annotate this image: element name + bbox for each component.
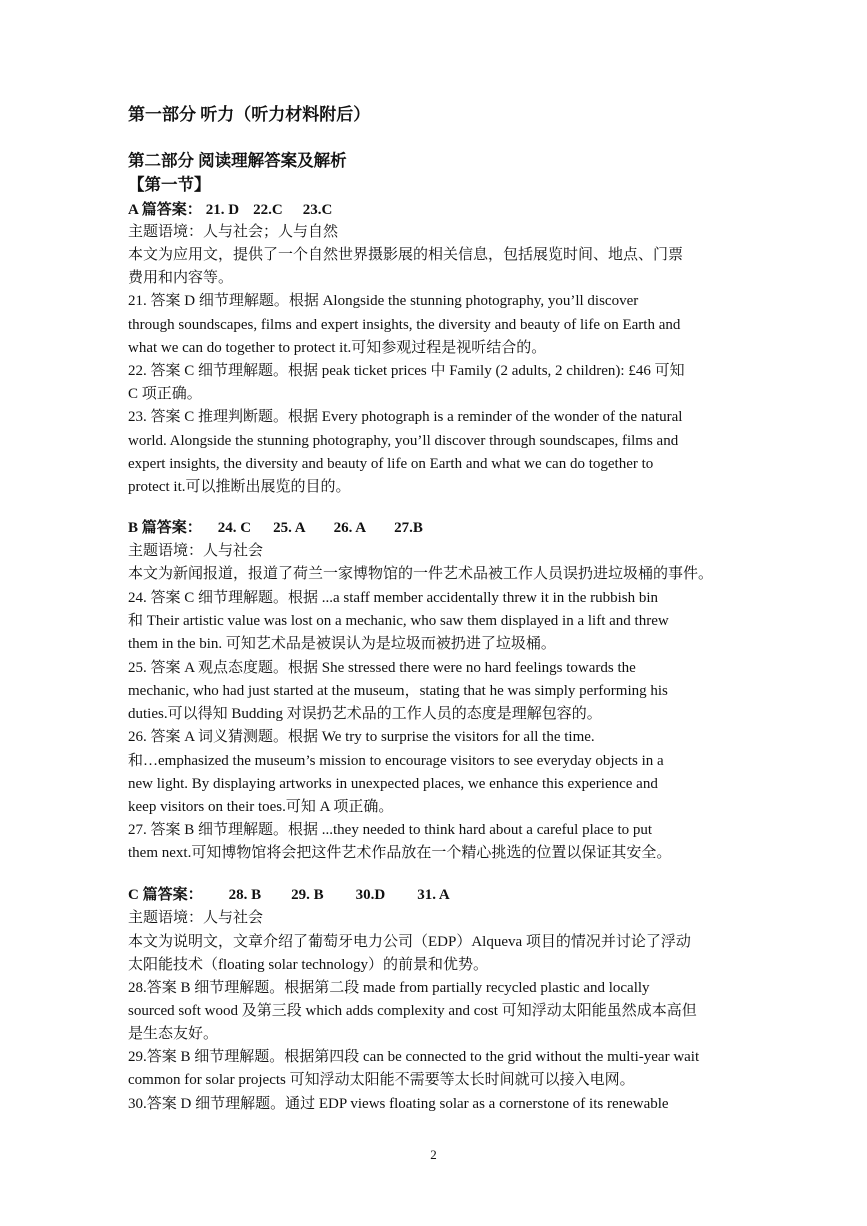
c-answer-28: 28. B <box>228 887 262 903</box>
c-answer-line <box>128 885 450 905</box>
b-line-10: new light. By displaying artworks in unexpected places, we enhance this experience and <box>128 776 658 792</box>
b-line-11: keep visitors on their toes.可知 A 项正确。 <box>128 799 394 815</box>
c-answer-31: 31. A <box>417 887 450 903</box>
a-theme: 主题语境：人与社会；人与自然 <box>128 224 339 240</box>
b-theme: 主题语境：人与社会 <box>128 543 264 559</box>
b-answer-line <box>128 518 423 538</box>
a-line-5: what we can do together to protect it.可知参观过程是视听结合的。 <box>128 340 547 356</box>
b-line-4: them in the bin. 可知艺术品是被误认为是垃圾而被扔进了垃圾桶。 <box>128 636 556 652</box>
b-line-8: 26. 答案 A 词义猜测题。根据 We try to surprise the visitors for all the time. <box>128 729 595 745</box>
c-line-7: common for solar projects 可知浮动太阳能不需要等太长时间就可以接入电网。 <box>128 1072 635 1088</box>
c-line-4: sourced soft wood 及第三段 which adds complexity and cost 可知浮动太阳能虽然成本高但 <box>128 1003 697 1019</box>
c-line-2: 太阳能技术（floating solar technology）的前景和优势。 <box>128 957 488 973</box>
a-line-2: 费用和内容等。 <box>128 270 234 286</box>
c-answer-30: 30.D <box>355 887 386 903</box>
a-line-6: 22. 答案 C 细节理解题。根据 peak ticket prices 中 Family (2 adults, 2 children): £46 可知 <box>128 363 685 379</box>
a-line-9: world. Alongside the stunning photography, you’ll discover through soundscapes, films and <box>128 433 679 449</box>
b-line-13: them next.可知博物馆将会把这件艺术作品放在一个精心挑选的位置以保证其安全。 <box>128 845 672 861</box>
b-answer-25: 25. A <box>273 520 306 536</box>
c-theme: 主题语境：人与社会 <box>128 910 264 926</box>
page-number: 2 <box>430 1147 437 1162</box>
part1-heading: 第一部分 听力（听力材料附后） <box>128 105 371 124</box>
b-answer-24: 24. C <box>217 520 252 536</box>
b-answer-label: B 篇答案： <box>128 520 202 536</box>
a-line-10: expert insights, the diversity and beauty of life on Earth and what we can do together to <box>128 456 654 472</box>
part2-heading: 第二部分 阅读理解答案及解析 <box>128 151 347 170</box>
b-line-6: mechanic, who had just started at the museum，stating that he was simply performing his <box>128 683 668 699</box>
c-answer-label: C 篇答案： <box>128 887 203 903</box>
a-line-3: 21. 答案 D 细节理解题。根据 Alongside the stunning photography, you’ll discover <box>128 293 639 309</box>
a-line-8: 23. 答案 C 推理判断题。根据 Every photograph is a reminder of the wonder of the natural <box>128 409 683 425</box>
c-line-6: 29.答案 B 细节理解题。根据第四段 can be connected to the grid without the multi-year wait <box>128 1049 700 1065</box>
c-line-3: 28.答案 B 细节理解题。根据第二段 made from partially recycled plastic and locally <box>128 980 650 996</box>
b-line-9: 和…emphasized the museum’s mission to encourage visitors to see everyday objects in a <box>128 753 664 769</box>
b-line-7: duties.可以得知 Budding 对误扔艺术品的工作人员的态度是理解包容的。 <box>128 706 602 722</box>
a-answer-21: 21. D <box>205 202 240 218</box>
a-answer-23: 23.C <box>302 202 333 218</box>
a-answer-22: 22.C <box>253 202 283 218</box>
section1-heading: 【第一节】 <box>128 175 211 194</box>
c-line-5: 是生态友好。 <box>128 1026 219 1042</box>
a-line-1: 本文为应用文，提供了一个自然世界摄影展的相关信息，包括展览时间、地点、门票 <box>128 247 684 263</box>
b-answer-27: 27.B <box>394 520 423 536</box>
a-line-11: protect it.可以推断出展览的目的。 <box>128 479 351 495</box>
b-line-5: 25. 答案 A 观点态度题。根据 She stressed there were no hard feelings towards the <box>128 660 636 676</box>
c-line-8: 30.答案 D 细节理解题。通过 EDP views floating solar as a cornerstone of its renewable <box>128 1096 669 1112</box>
a-answer-line <box>128 200 332 220</box>
a-answer-label: A 篇答案： <box>128 202 202 218</box>
b-line-1: 本文为新闻报道，报道了荷兰一家博物馆的一件艺术品被工作人员误扔进垃圾桶的事件。 <box>128 566 714 582</box>
c-line-1: 本文为说明文，文章介绍了葡萄牙电力公司（EDP）Alqueva 项目的情况并讨论了浮动 <box>128 934 691 950</box>
b-answer-26: 26. A <box>333 520 367 536</box>
b-line-2: 24. 答案 C 细节理解题。根据 ...a staff member accidentally threw it in the rubbish bin <box>128 590 659 606</box>
a-line-7: C 项正确。 <box>128 386 202 402</box>
b-line-3: 和 Their artistic value was lost on a mechanic, who saw them displayed in a lift and threw <box>128 613 669 629</box>
a-line-4: through soundscapes, films and expert insights, the diversity and beauty of life on Earth and <box>128 317 681 333</box>
b-line-12: 27. 答案 B 细节理解题。根据 ...they needed to think hard about a careful place to put <box>128 822 653 838</box>
c-answer-29: 29. B <box>291 887 324 903</box>
